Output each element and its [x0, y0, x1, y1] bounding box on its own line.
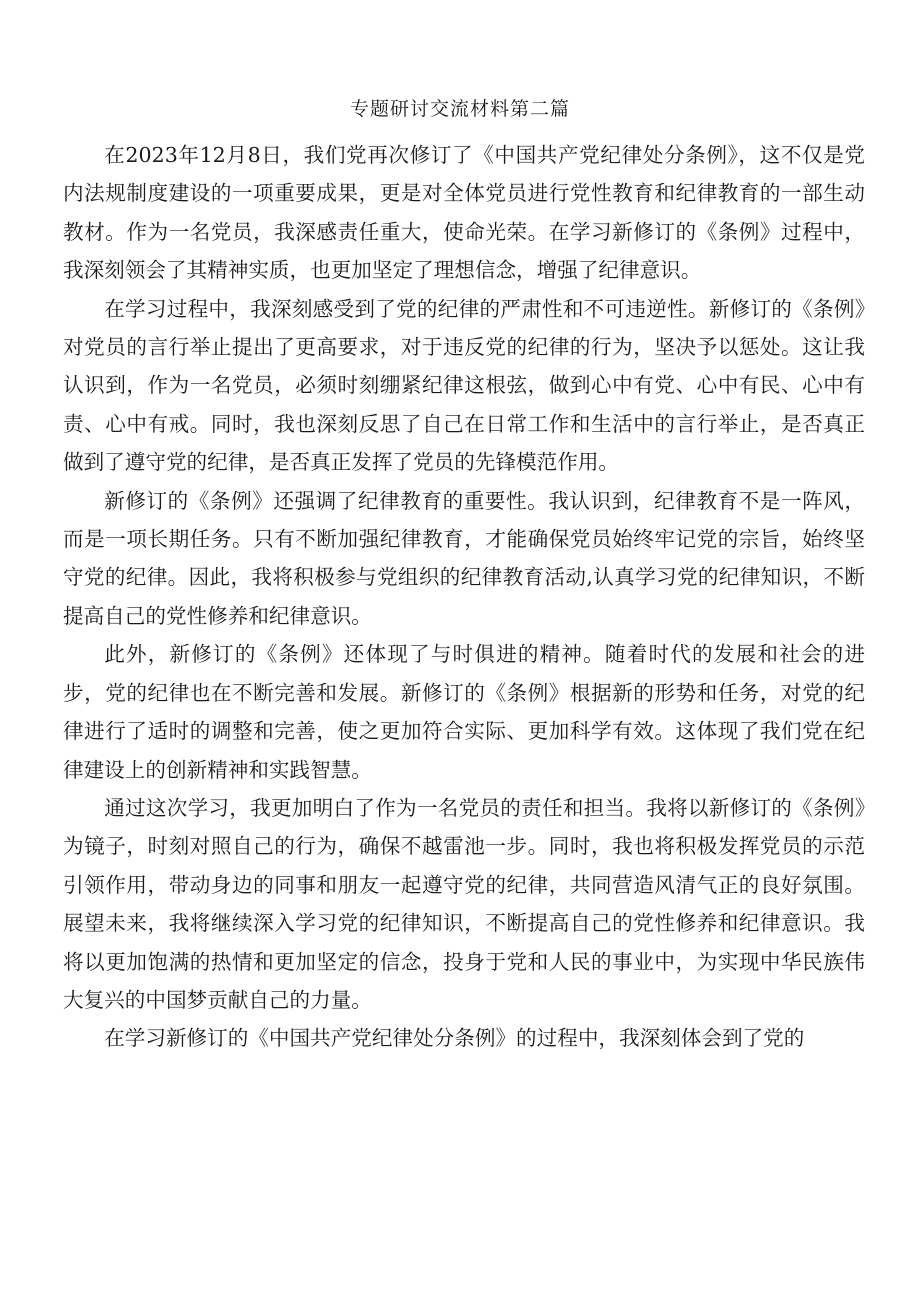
paragraph-3: 新修订的《条例》还强调了纪律教育的重要性。我认识到，纪律教育不是一阵风，而是一项长期任务。只有不断加强纪律教育，才能确保党员始终牢记党的宗旨，始终坚守党的纪律。因此，我将积极参与党组织的纪律教育活动,认真学习党的纪律知识，不断提高自己的党性修养和纪律意识。 [63, 488, 865, 628]
paragraph-1: 在2023年12月8日，我们党再次修订了《中国共产党纪律处分条例》，这不仅是党内法规制度建设的一项重要成果，更是对全体党员进行党性教育和纪律教育的一部生动教材。作为一名党员，我深感责任重大，使命光荣。在学习新修订的《条例》过程中，我深刻领会了其精神实质，也更加坚定了理想信念，增强了纪律意识。 [63, 143, 865, 283]
document-title: 专题研讨交流材料第二篇 [349, 98, 570, 120]
document-body [63, 136, 865, 1058]
paragraph-4: 此外，新修订的《条例》还体现了与时俱进的精神。随着时代的发展和社会的进步，党的纪律也在不断完善和发展。新修订的《条例》根据新的形势和任务，对党的纪律进行了适时的调整和完善，使之更加符合实际、更加科学有效。这体现了我们党在纪律建设上的创新精神和实践智慧。 [63, 642, 865, 782]
paragraph-5: 通过这次学习，我更加明白了作为一名党员的责任和担当。我将以新修订的《条例》为镜子，时刻对照自己的行为，确保不越雷池一步。同时，我也将积极发挥党员的示范引领作用，带动身边的同事和朋友一起遵守党的纪律，共同营造风清气正的良好氛围。展望未来，我将继续深入学习党的纪律知识，不断提高自己的党性修养和纪律意识。我将以更加饱满的热情和更加坚定的信念，投身于党和人民的事业中，为实现中华民族伟大复兴的中国梦贡献自己的力量。 [63, 795, 865, 1012]
paragraph-2: 在学习过程中，我深刻感受到了党的纪律的严肃性和不可违逆性。新修订的《条例》对党员的言行举止提出了更高要求，对于违反党的纪律的行为，坚决予以惩处。这让我认识到，作为一名党员，必须时刻绷紧纪律这根弦，做到心中有党、心中有民、心中有责、心中有戒。同时，我也深刻反思了自己在日常工作和生活中的言行举止，是否真正做到了遵守党的纪律，是否真正发挥了党员的先锋模范作用。 [63, 296, 865, 475]
paragraph-6: 在学习新修订的《中国共产党纪律处分条例》的过程中，我深刻体会到了党的 [104, 1026, 805, 1051]
